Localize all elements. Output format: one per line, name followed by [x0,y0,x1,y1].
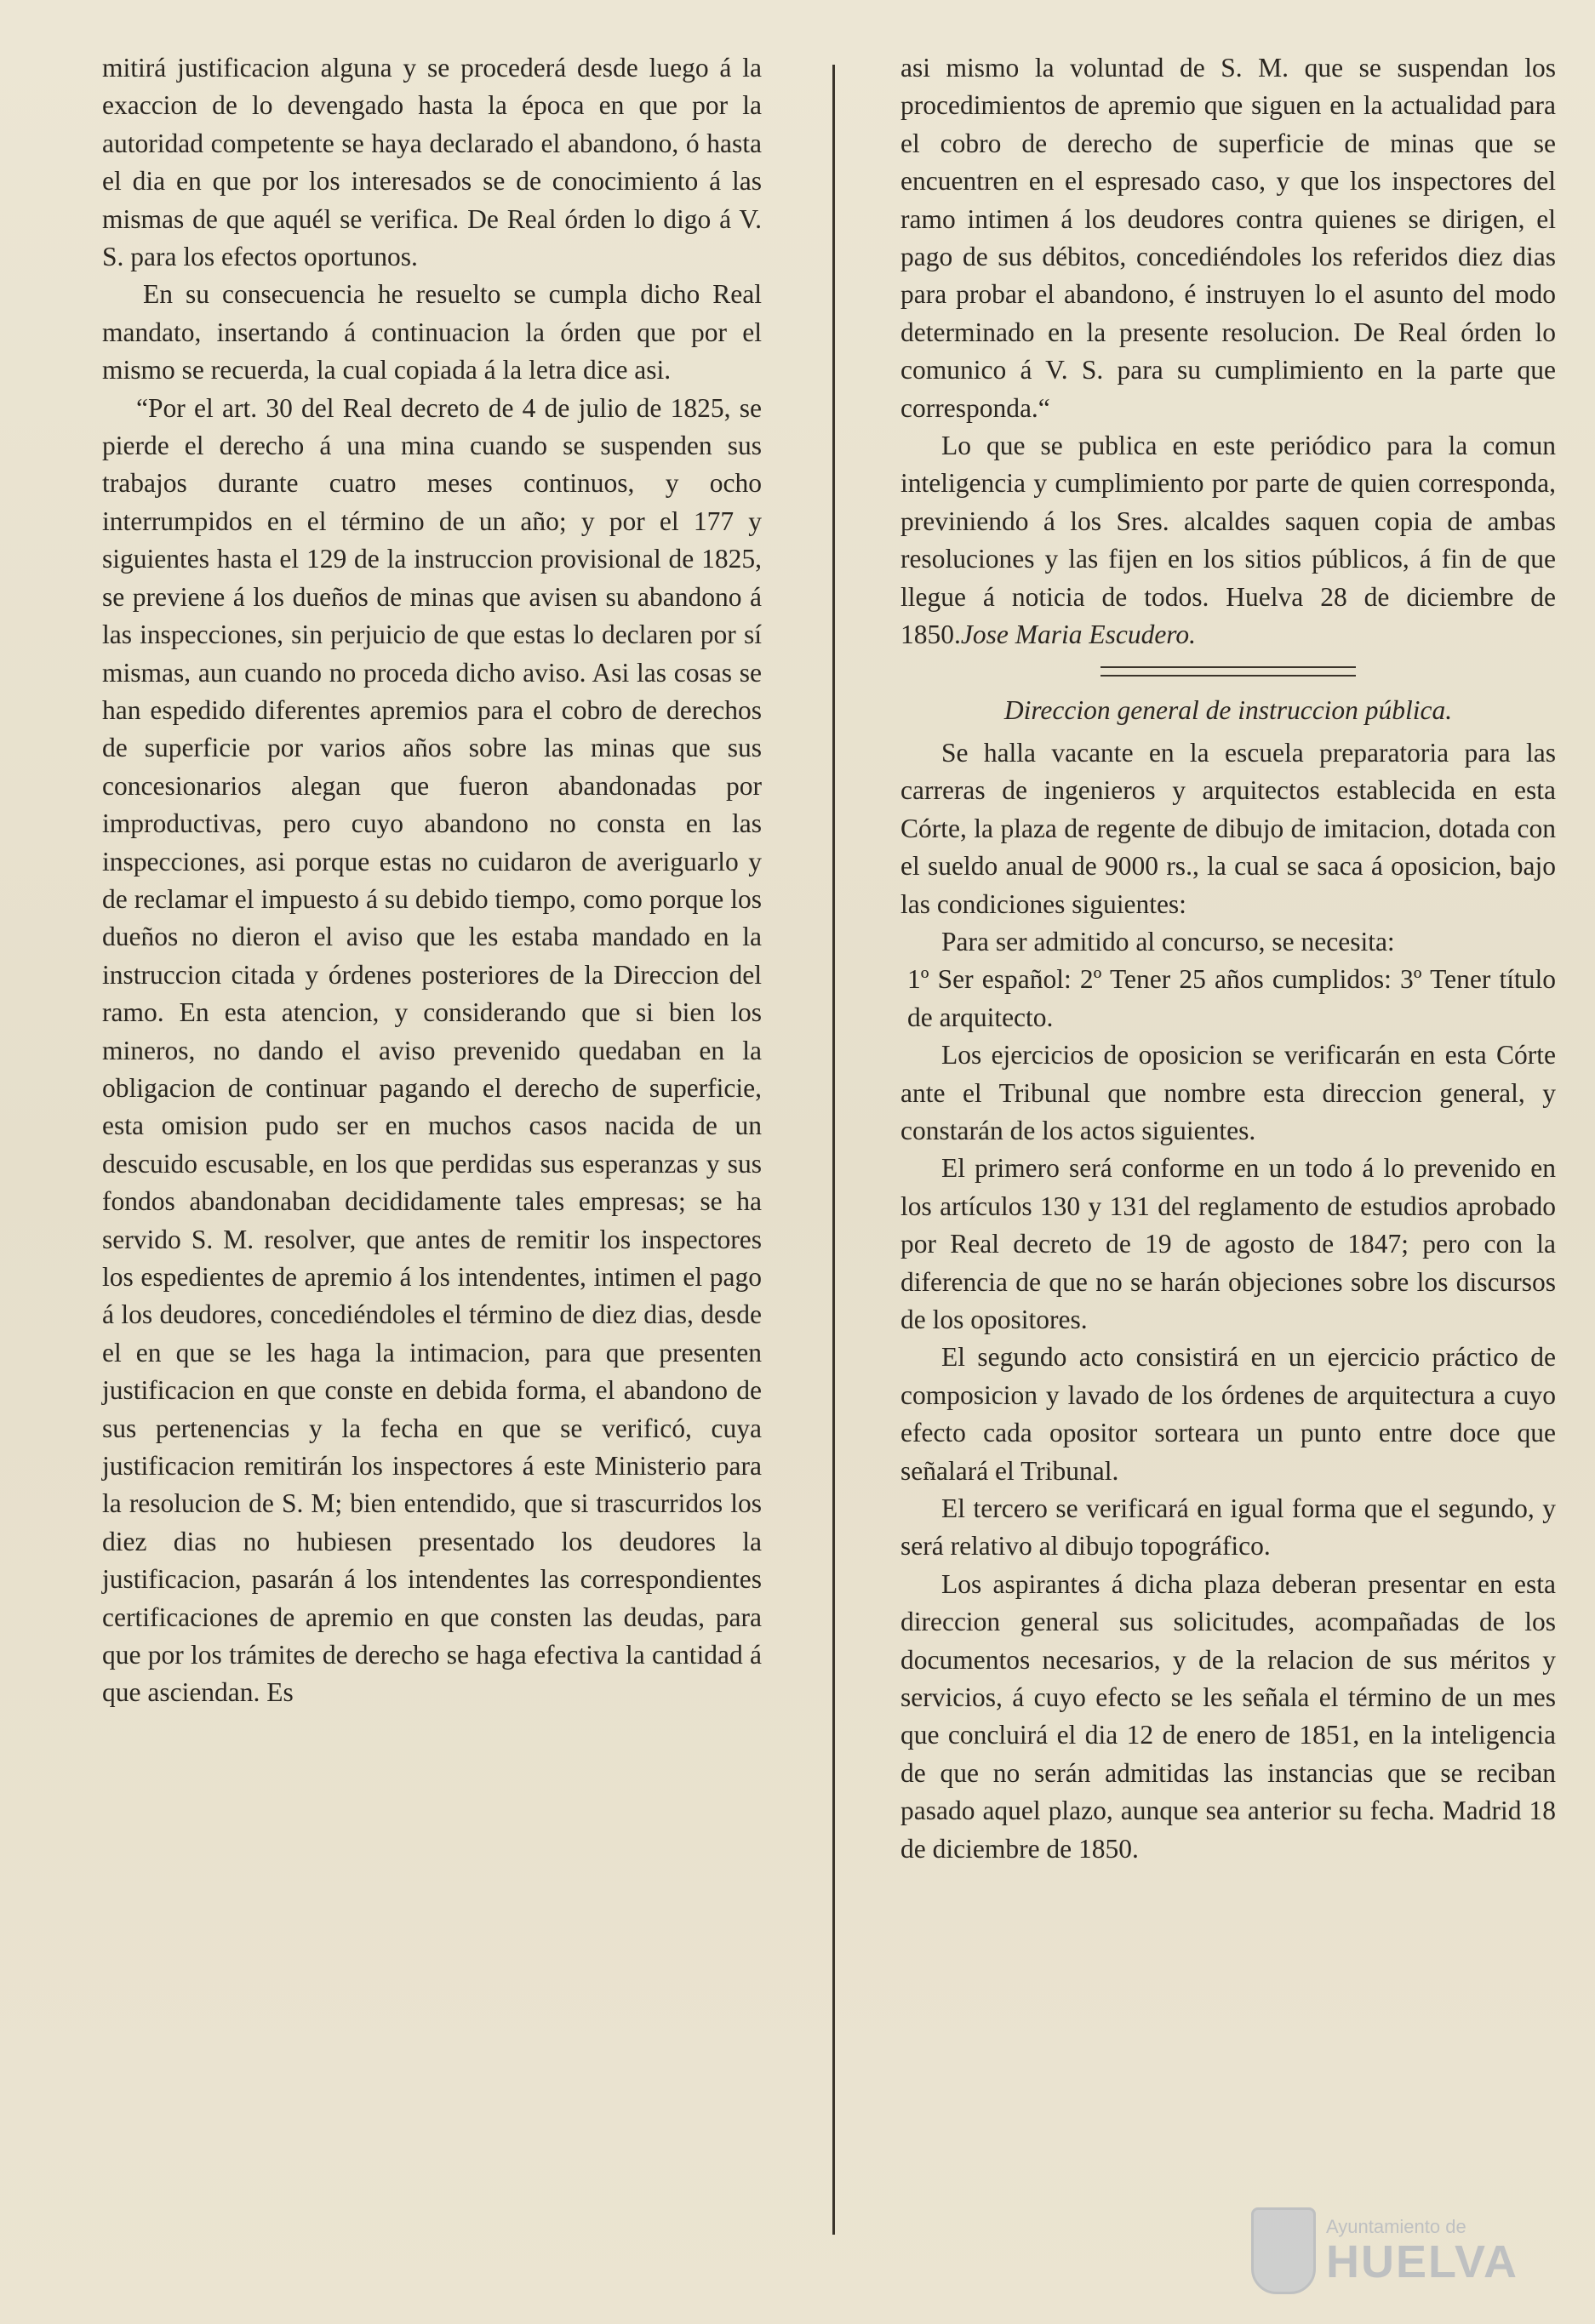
section-rule [1100,666,1356,677]
paragraph-exercises: Los ejercicios de oposicion se verificarán en esta Córte ante el Tribunal que nombre esta direccion general, y constarán de los actos siguientes. [900,1040,1556,1145]
city-seal-icon [1251,2207,1316,2294]
paragraph-vacancy: Se halla vacante en la escuela preparatoria para las carreras de ingenieros y arquitectos establecida en esta Córte, la plaza de regente de dibujo de imitacion, dotada con el sueldo anual de 9000 rs., la cual se saca á oposicion, bajo las condiciones siguientes: [900,737,1556,919]
paragraph-consequence: En su consecuencia he resuelto se cumpla dicho Real mandato, insertando á continuacion la órden que por el mismo se recuerda, la cual copiada á la letra dice asi. [102,279,762,385]
paragraph-royal-order: “Por el art. 30 del Real decreto de 4 de julio de 1825, se pierde el derecho á una mina cuando se suspenden sus trabajos durante cuatro meses continuos, y ocho interrumpidos en el término de un año; y por el 177 y siguientes hasta el 129 de la instruccion provisional de 1825, se previene á los dueños de minas que avisen su abandono á las inspecciones, sin perjuicio de que estas lo declaren por sí mismas, aun cuando no proceda dicho aviso. Asi las cosas se han espedido diferentes apremios para el cobro de derechos de superficie por varios años sobre las minas que sus concesionarios alegan que fueron abandonadas por improductivas, pero cuyo abandono no consta en las inspecciones, asi porque estas no cuidaron de averiguarlo y de reclamar el impuesto á su debido tiempo, como porque los dueños no dieron el aviso que les estaba mandado en la instruccion citada y órdenes posteriores de la Direccion del ramo. En esta atencion, y considerando que si bien los mineros, no dando el aviso prevenido quedaban en la obligacion de continuar pagando el derecho de superficie, esta omision pudo ser en muchos casos nacida de un descuido escusable, en los que perdidas sus esperanzas y sus fondos abandonaban decididamente tales empresas; se ha servido S. M. resolver, que antes de remitir los inspectores los espedientes de apremio á los intendentes, intimen el pago á los deudores, concediéndoles el término de diez dias, desde el en que se les haga la intimacion, para que presenten justificacion en que conste en debida forma, el abandono de sus pertenencias y la fecha en que se verificó, cuya justificacion remitirán los inspectores á este Ministerio para la resolucion de S. M; bien entendido, que si trascurridos los diez dias no hubiesen presentado los deudores la justificacion, pasarán á los intendentes las correspondientes certificaciones de apremio en que consten las deudas, para que por los trámites de derecho se haga efectiva la cantidad á que asciendan. Es [102,392,762,1708]
left-column [102,49,762,1712]
paragraph-continuation: mitirá justificacion alguna y se procederá desde luego á la exaccion de lo devengado hasta la época en que por la autoridad competente se haya declarado el abandono, ó hasta el dia en que por los interesados se de conocimiento á las mismas de que aquél se verifica. De Real órden lo digo á V. S. para los efectos oportunos. [102,53,762,272]
paragraph-admission: Para ser admitido al concurso, se necesita: [941,926,1395,956]
paragraph-order-continued: asi mismo la voluntad de S. M. que se suspendan los procedimientos de apremio que siguen en la actualidad para el cobro de derecho de superficie de minas que se encuentren en el espresado caso, y que los inspectores del ramo intimen á los deudores contra quienes se dirigen, el pago de sus débitos, concediéndoles los referidos diez dias para probar el abandono, é instruyen lo el asunto del modo determinado en la presente resolucion. De Real órden lo comunico á V. S. para su cumplimiento en la parte que corresponda.“ [900,53,1556,423]
archive-watermark [1251,2204,1532,2298]
watermark-small: Ayuntamiento de [1326,2216,1466,2237]
watermark-text [1326,2216,1518,2286]
paragraph-applications: Los aspirantes á dicha plaza deberan presentar en esta direccion general sus solicitudes, acompañadas de los documentos necesarios, y de la relacion de sus méritos y servicios, á cuyo efecto se les señala el término de un mes que concluirá el dia 12 de enero de 1851, en la inteligencia de que no serán admitidas las instancias que se reciban pasado aquel plazo, aunque sea anterior su fecha. Madrid 18 de diciembre de 1850. [900,1568,1556,1864]
right-column [900,49,1556,1868]
signature: Jose Maria Escudero. [960,620,1197,650]
requirements-list: 1º Ser español: 2º Tener 25 años cumplidos: 3º Tener título de arquitecto. [907,964,1556,1032]
column-divider [832,65,835,2235]
paragraph-third-act: El tercero se verificará en igual forma que el segundo, y será relativo al dibujo topográfico. [900,1493,1556,1562]
paragraph-second-act: El segundo acto consistirá en un ejercicio práctico de composicion y lavado de los órdenes de arquitectura a cuyo efecto cada opositor sorteara un punto entre doce que señalará el Tribunal. [900,1342,1556,1486]
paragraph-publication-note [900,427,1556,654]
section-heading: Direccion general de instruccion pública. [1003,694,1453,725]
paragraph-first-act: El primero será conforme en un todo á lo prevenido en los artículos 130 y 131 del reglamento de estudios aprobado por Real decreto de 19 de agosto de 1847; pero con la diferencia de que no se harán objeciones sobre los discursos de los opositores. [900,1153,1556,1334]
publication-note-text: Lo que se publica en este periódico para la comun inteligencia y cumplimiento por parte de quien corresponda, previniendo á los Sres. alcaldes saquen copia de ambas resoluciones y las fijen en los sitios públicos, á fin de que llegue á noticia de todos. Huelva 28 de diciembre de 1850. [900,431,1556,650]
watermark-big: HUELVA [1326,2236,1518,2287]
